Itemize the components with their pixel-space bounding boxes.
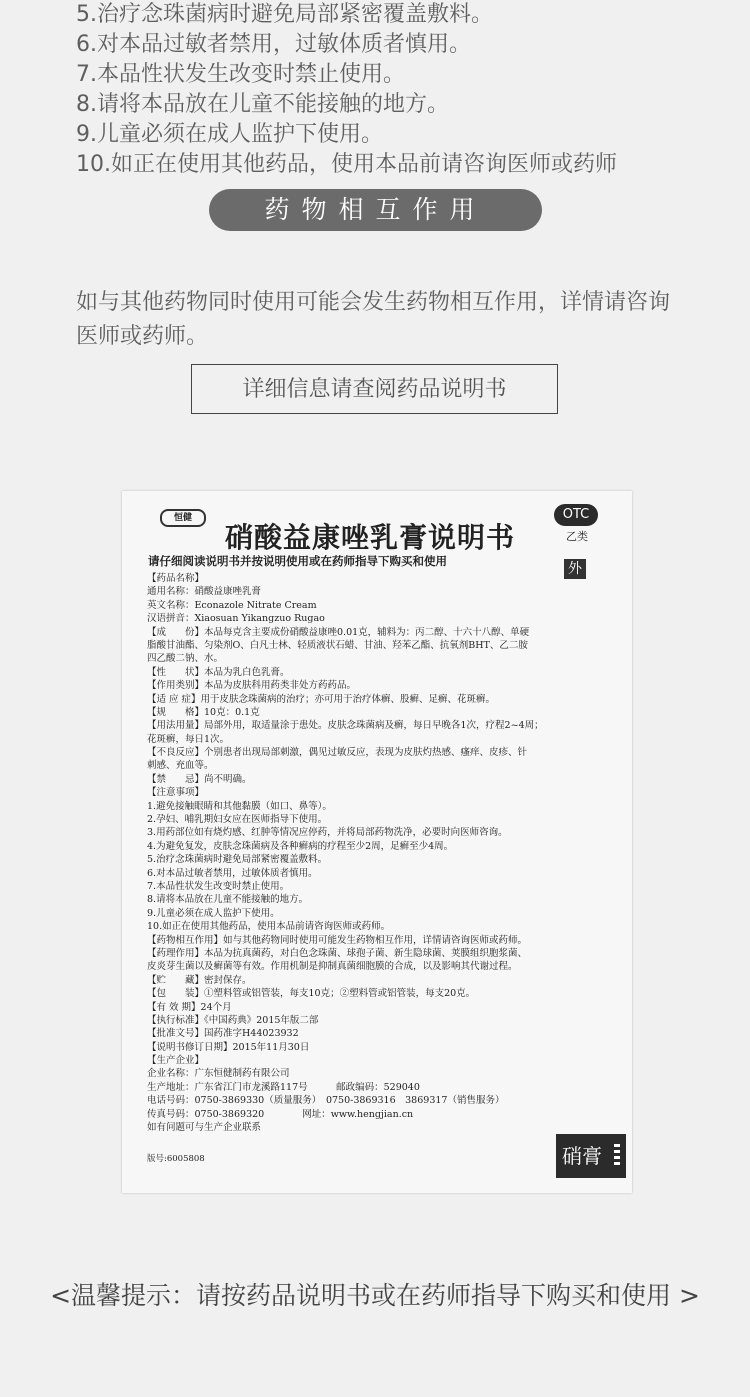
leaflet-line: 【执行标准】《中国药典》2015年版二部 xyxy=(147,1014,319,1026)
leaflet-line: 传真号码：0750-3869320 网址：www.hengjian.cn xyxy=(147,1108,414,1120)
leaflet-line: 2.孕妇、哺乳期妇女应在医师指导下使用。 xyxy=(147,814,328,826)
leaflet-line: 【生产企业】 xyxy=(147,1055,205,1067)
leaflet-line: 【贮 藏】密封保存。 xyxy=(147,974,252,986)
leaflet-body xyxy=(147,572,617,1134)
leaflet-line: 8.请将本品放在儿童不能接触的地方。 xyxy=(147,894,309,906)
leaflet-line: 皮炎芽生菌以及癣菌等有效。作用机制是抑制真菌细胞膜的合成，以及影响其代谢过程。 xyxy=(147,961,518,973)
leaflet-line: 英文名称：Econazole Nitrate Cream xyxy=(147,599,317,611)
leaflet-line: 电话号码：0750-3869330（质量服务） 0750-3869316 3869317（销售服务） xyxy=(147,1095,505,1107)
precaution-item: 9.儿童必须在成人监护下使用。 xyxy=(76,122,383,147)
leaflet-line: 【药品名称】 xyxy=(147,573,205,584)
leaflet-line: 花斑癣，每日1次。 xyxy=(147,733,230,745)
leaflet-line: 5.治疗念珠菌病时避免局部紧密覆盖敷料。 xyxy=(147,854,328,866)
leaflet-line: 【规 格】10克：0.1克 xyxy=(147,706,260,718)
leaflet-line: 四乙酸二钠、水。 xyxy=(147,653,224,665)
leaflet-line: 【药理作用】本品为抗真菌药，对白色念珠菌、球孢子菌、新生隐球菌、荚膜组织胞浆菌、 xyxy=(147,947,528,959)
leaflet-line: 【包 装】①塑料管或铝管装，每支10克；②塑料管或铝管装，每支20克。 xyxy=(147,988,476,1000)
footer-tip: <温馨提示：请按药品说明书或在药师指导下购买和使用 > xyxy=(50,1281,700,1310)
leaflet-line: 如有问题可与生产企业联系 xyxy=(147,1122,262,1134)
otc-badge: OTC xyxy=(554,504,598,526)
leaflet-line: 刺感、充血等。 xyxy=(147,760,214,772)
version-number: 版号:6005808 xyxy=(147,1154,205,1164)
precaution-item: 5.治疗念珠菌病时避免局部紧密覆盖敷料。 xyxy=(76,2,493,27)
leaflet-line: 汉语拼音：Xiaosuan Yikangzuo Rugao xyxy=(147,613,325,625)
leaflet-line: 生产地址：广东省江门市龙溪路117号 邮政编码：529040 xyxy=(147,1081,420,1093)
leaflet-line: 通用名称：硝酸益康唑乳膏 xyxy=(147,586,262,598)
precautions-list xyxy=(76,0,617,180)
leaflet-line: 1.避免接触眼睛和其他黏膜（如口、鼻等）。 xyxy=(147,800,332,812)
leaflet-line: 【药物相互作用】如与其他药物同时使用可能发生药物相互作用，详情请咨询医师或药师。 xyxy=(147,934,528,946)
leaflet-line: 脂酸甘油酯、匀染剂O、白凡士林、轻质液状石蜡、甘油、羟苯乙酯、抗氧剂BHT、乙二胺 xyxy=(147,639,528,651)
leaflet-subtitle: 请仔细阅读说明书并按说明使用或在药师指导下购买和使用 xyxy=(148,554,447,568)
section-heading-drug-interactions: 药物相互作用 xyxy=(209,189,542,231)
leaflet-line: 3.用药部位如有烧灼感、红肿等情况应停药，并将局部药物洗净，必要时向医师咨询。 xyxy=(147,827,508,839)
product-stamp xyxy=(556,1134,626,1178)
leaflet-line: 企业名称：广东恒健制药有限公司 xyxy=(147,1068,290,1080)
leaflet-line: 【成 份】本品每克含主要成份硝酸益康唑0.01克，辅料为：丙二醇、十六十八醇、单硬 xyxy=(147,626,530,638)
precaution-item: 7.本品性状发生改变时禁止使用。 xyxy=(76,62,405,87)
otc-class-label: 乙类 xyxy=(566,530,588,543)
leaflet-line: 4.为避免复发，皮肤念珠菌病及各种癣病的疗程至少2周，足癣至少4周。 xyxy=(147,840,454,852)
precaution-item: 10.如正在使用其他药品，使用本品前请咨询医师或药师 xyxy=(76,152,617,177)
leaflet-line: 【作用类别】本品为皮肤科用药类非处方药药品。 xyxy=(147,680,357,692)
leaflet-title: 硝酸益康唑乳膏说明书 xyxy=(225,521,516,554)
leaflet-line: 【适 应 症】用于皮肤念珠菌病的治疗；亦可用于治疗体癣、股癣、足癣、花斑癣。 xyxy=(147,693,496,705)
external-use-badge: 外 xyxy=(564,559,586,579)
leaflet-line: 【说明书修订日期】2015年11月30日 xyxy=(147,1041,310,1053)
leaflet-line: 9.儿童必须在成人监护下使用。 xyxy=(147,907,280,919)
leaflet-line: 【有 效 期】24个月 xyxy=(147,1001,232,1013)
stamp-stripes-icon xyxy=(614,1144,620,1168)
product-stamp-label: 硝膏 xyxy=(562,1144,602,1168)
leaflet-line: 6.对本品过敏者禁用，过敏体质者慎用。 xyxy=(147,867,318,879)
view-leaflet-button[interactable]: 详细信息请查阅药品说明书 xyxy=(191,364,558,414)
leaflet-line: 【用法用量】局部外用，取适量涂于患处。皮肤念珠菌病及癣，每日早晚各1次，疗程2~4周； xyxy=(147,720,544,732)
leaflet-line: 【性 状】本品为乳白色乳膏。 xyxy=(147,666,290,678)
drug-interaction-text: 如与其他药物同时使用可能会发生药物相互作用，详情请咨询医师或药师。 xyxy=(76,290,671,349)
leaflet-line: 【注意事项】 xyxy=(147,787,205,799)
leaflet-line: 10.如正在使用其他药品，使用本品前请咨询医师或药师。 xyxy=(147,921,391,933)
leaflet-line: 【禁 忌】尚不明确。 xyxy=(147,773,252,785)
precaution-item: 6.对本品过敏者禁用，过敏体质者慎用。 xyxy=(76,32,471,57)
brand-logo: 恒健 xyxy=(160,509,206,527)
precaution-item: 8.请将本品放在儿童不能接触的地方。 xyxy=(76,92,449,117)
leaflet-line: 【不良反应】个别患者出现局部刺激，偶见过敏反应，表现为皮肤灼热感、瘙痒、皮疹、针 xyxy=(147,747,528,759)
leaflet-line: 【批准文号】国药准字H44023932 xyxy=(147,1028,299,1040)
leaflet-line: 7.本品性状发生改变时禁止使用。 xyxy=(147,880,290,892)
package-insert-image xyxy=(122,491,632,1193)
